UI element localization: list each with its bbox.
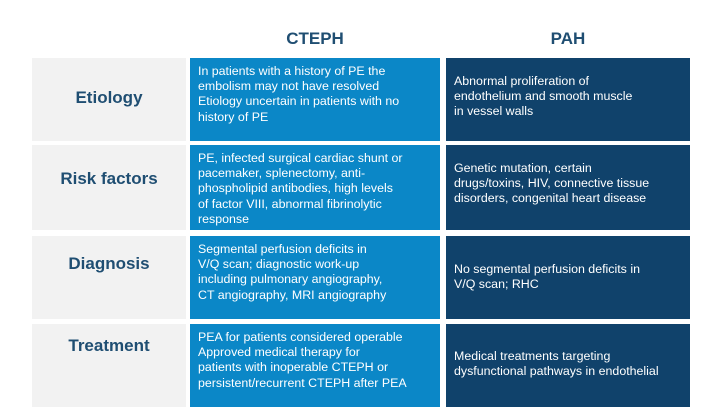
- cell-text-line: history of PE: [198, 109, 269, 124]
- cell-treatment-cteph: [190, 324, 440, 407]
- row-label-etiology: [32, 58, 186, 141]
- cell-text-line: V/Q scan; diagnostic work-up: [198, 257, 360, 272]
- cell-text-line: Medical treatments targeting: [454, 349, 611, 363]
- cell-text-line: endothelium and smooth muscle: [454, 89, 633, 104]
- cell-text-line: PE, infected surgical cardiac shunt or: [198, 151, 403, 165]
- row-label-treatment: [32, 324, 186, 407]
- cell-risk-factors-pah: [446, 145, 690, 230]
- cell-text-line: CT angiography, MRI angiography: [198, 287, 387, 302]
- cell-text-line: including pulmonary angiography,: [198, 272, 383, 287]
- cell-text-line: drugs/toxins, HIV, connective tissue: [454, 176, 650, 191]
- cell-text-line: patients with inoperable CTEPH or: [198, 360, 389, 375]
- cell-text-line: Approved medical therapy for: [198, 345, 360, 360]
- row-label-text: Treatment: [68, 336, 150, 355]
- cell-text-line: Genetic mutation, certain: [454, 161, 592, 175]
- row-label-risk-factors: [32, 145, 186, 230]
- cell-etiology-cteph: [190, 58, 440, 141]
- cell-text-line: phospholipid antibodies, high levels: [198, 181, 393, 196]
- cell-text-line: In patients with a history of PE the: [198, 64, 386, 78]
- row-label-text: Diagnosis: [68, 254, 150, 273]
- cell-text-line: in vessel walls: [454, 104, 534, 119]
- column-header-cteph: CTEPH: [286, 29, 344, 48]
- cell-text-line: pacemaker, splenectomy, anti-: [198, 166, 366, 181]
- cell-text-line: dysfunctional pathways in endothelial: [454, 364, 659, 379]
- cell-text-line: embolism may not have resolved: [198, 79, 380, 94]
- row-label-text: Risk factors: [60, 169, 158, 188]
- cell-text-line: disorders, congenital heart disease: [454, 191, 647, 206]
- row-label-diagnosis: [32, 236, 186, 319]
- column-header-pah: PAH: [550, 29, 586, 48]
- cell-text-line: Abnormal proliferation of: [454, 74, 589, 88]
- cell-text-line: response: [198, 211, 249, 226]
- cell-text-line: V/Q scan; RHC: [454, 277, 539, 292]
- cell-treatment-pah: [446, 324, 690, 407]
- cell-text-line: PEA for patients considered operable: [198, 330, 403, 344]
- cell-diagnosis-pah: [446, 236, 690, 319]
- cell-text-line: Segmental perfusion deficits in: [198, 242, 367, 256]
- cell-text-line: No segmental perfusion deficits in: [454, 262, 640, 276]
- cell-text-line: of factor VIII, abnormal fibrinolytic: [198, 196, 382, 211]
- cell-etiology-pah: [446, 58, 690, 141]
- cell-diagnosis-cteph: [190, 236, 440, 319]
- cell-text-line: persistent/recurrent CTEPH after PEA: [198, 375, 407, 390]
- cell-risk-factors-cteph: [190, 145, 440, 230]
- cell-text-line: Etiology uncertain in patients with no: [198, 94, 400, 109]
- row-label-text: Etiology: [75, 88, 143, 107]
